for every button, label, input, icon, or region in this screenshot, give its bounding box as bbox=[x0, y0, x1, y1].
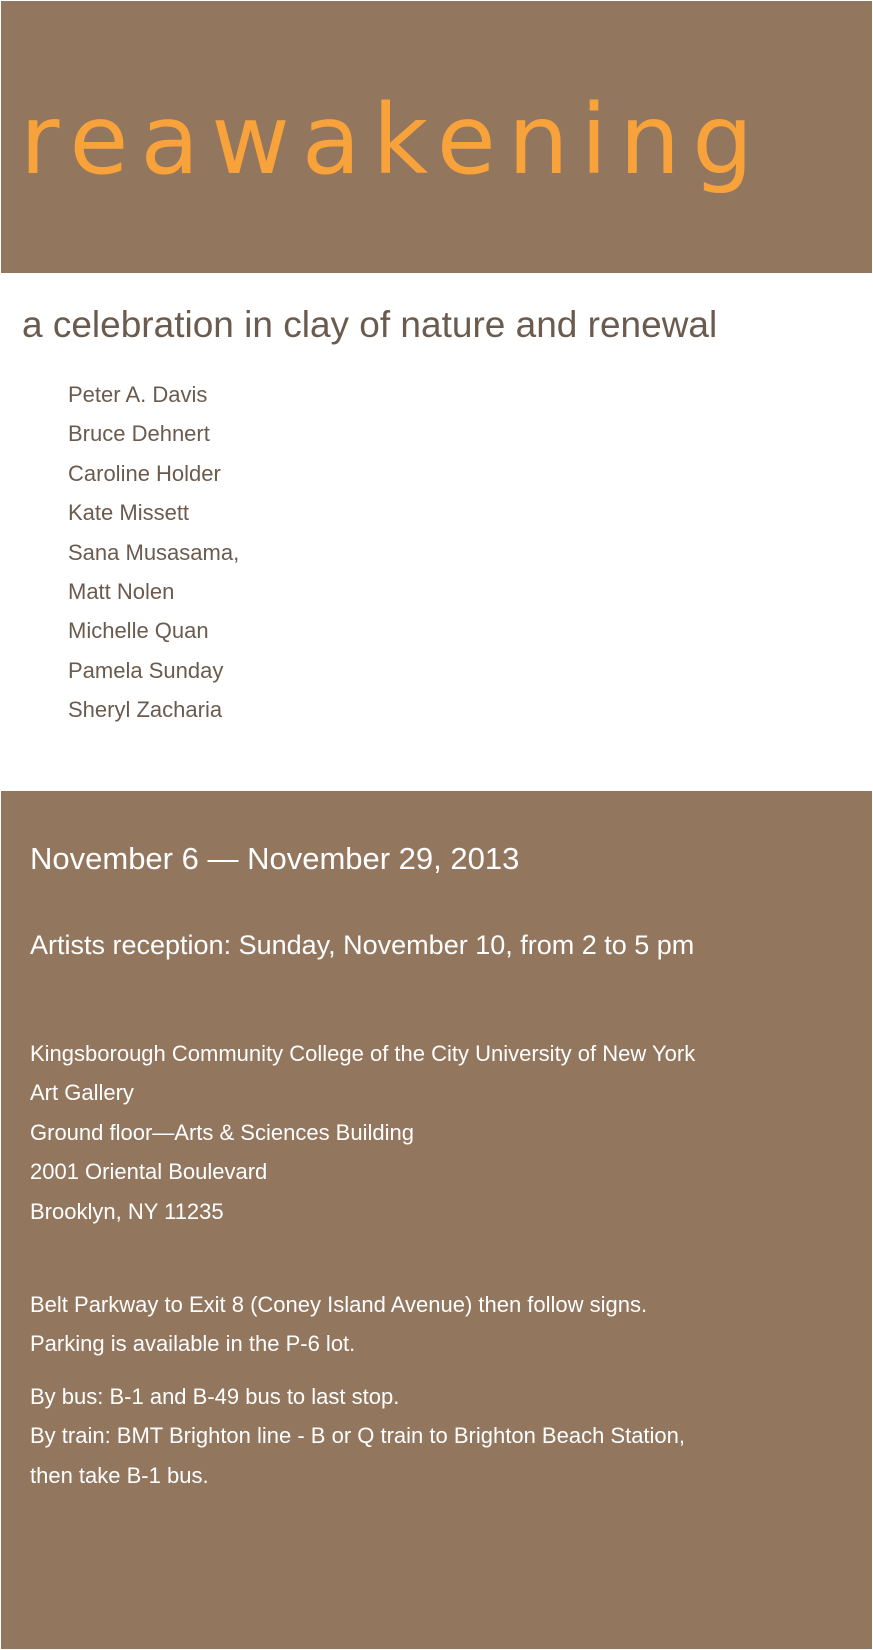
directions-line: By train: BMT Brighton line - B or Q train to Brighton Beach Station, bbox=[30, 1423, 686, 1449]
address-line: Brooklyn, NY 11235 bbox=[30, 1198, 224, 1224]
venue-address bbox=[30, 1039, 695, 1236]
artist-name: Bruce Dehnert bbox=[68, 421, 210, 447]
exhibition-title: reawakening bbox=[20, 84, 766, 196]
exhibition-subtitle: a celebration in clay of nature and renewal bbox=[22, 304, 718, 345]
directions-line: By bus: B-1 and B-49 bus to last stop. bbox=[30, 1384, 400, 1409]
address-line: Art Gallery bbox=[30, 1080, 134, 1106]
directions-line: Parking is available in the P-6 lot. bbox=[30, 1331, 356, 1357]
reception-info: Artists reception: Sunday, November 10, from 2 to 5 pm bbox=[30, 930, 695, 960]
artist-list bbox=[68, 380, 239, 735]
exhibition-dates: November 6 — November 29, 2013 bbox=[30, 841, 520, 876]
transit-directions bbox=[30, 1382, 685, 1500]
artist-name: Pamela Sunday bbox=[68, 657, 224, 683]
artist-name: Matt Nolen bbox=[68, 578, 175, 604]
directions-line: Belt Parkway to Exit 8 (Coney Island Avenue) then follow signs. bbox=[30, 1292, 648, 1317]
artist-name: Sheryl Zacharia bbox=[68, 697, 223, 723]
artist-name: Kate Missett bbox=[68, 500, 190, 526]
artist-name: Michelle Quan bbox=[68, 618, 209, 644]
address-line: 2001 Oriental Boulevard bbox=[30, 1159, 268, 1185]
artist-name: Caroline Holder bbox=[68, 460, 221, 486]
address-line: Ground floor—Arts & Sciences Building bbox=[30, 1119, 414, 1145]
directions-line: then take B-1 bus. bbox=[30, 1462, 209, 1488]
address-line: Kingsborough Community College of the City University of New York bbox=[30, 1041, 696, 1066]
artist-name: Sana Musasama, bbox=[68, 539, 240, 565]
artist-name: Peter A. Davis bbox=[68, 382, 208, 407]
driving-directions bbox=[30, 1290, 647, 1369]
